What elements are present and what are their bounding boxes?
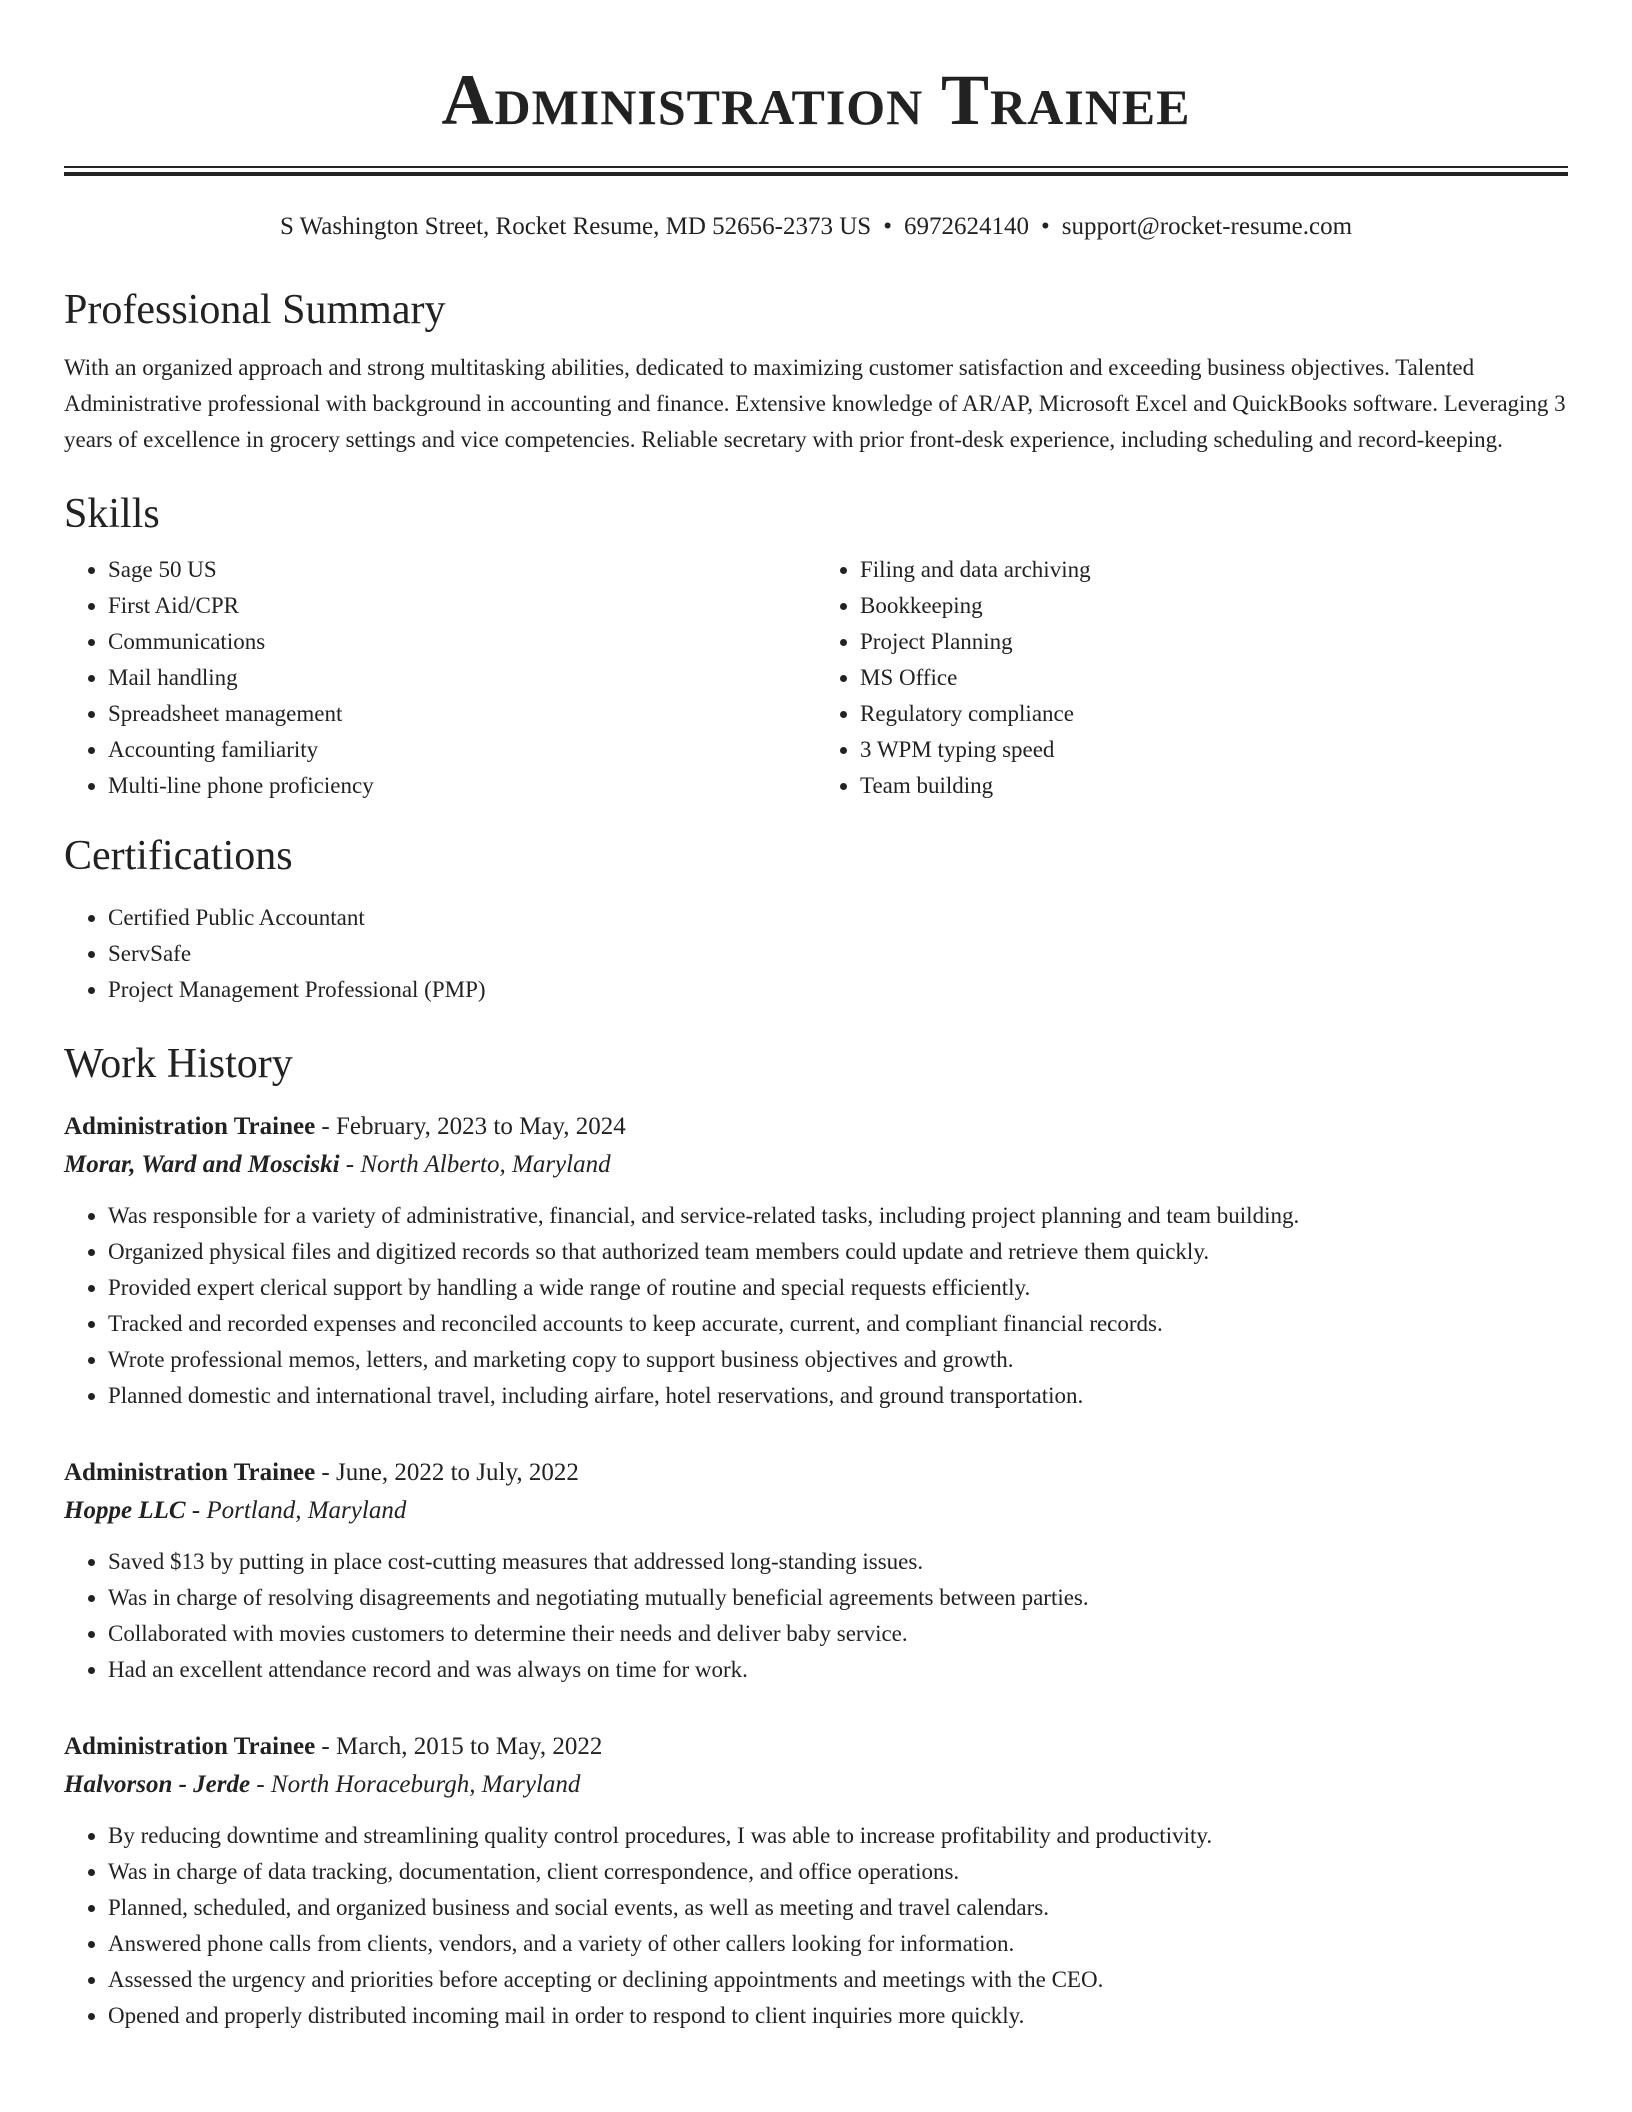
job-title-line [64,1728,1568,1766]
skills-heading: Skills [64,491,160,537]
job-location: - Portland, Maryland [185,1497,407,1524]
skill-item: • First Aid/CPR [108,588,816,624]
skill-item: • Team building [860,768,1568,804]
job-company-line [64,1492,1568,1530]
job-role: Administration Trainee [64,1459,316,1486]
skills-list-right [816,552,1568,804]
contact-separator: • [1040,213,1050,240]
job-entry [64,1108,1568,1414]
certifications-list [64,900,1568,1008]
job-entry [64,1728,1568,2034]
contact-phone: 6972624140 [903,213,1029,240]
job-duties [64,1198,1568,1414]
skill-item: • Multi-line phone proficiency [108,768,816,804]
duty-item: • Collaborated with movies customers to determine their needs and deliver baby service. [108,1616,1568,1652]
contact-address: S Washington Street, Rocket Resume, MD 52656-2373 US [279,213,872,240]
certification-item: • ServSafe [108,936,1568,972]
certification-item: • Project Management Professional (PMP) [108,972,1568,1008]
job-duties [64,1544,1568,1688]
skill-item: • Accounting familiarity [108,732,816,768]
skill-item: • MS Office [860,660,1568,696]
skill-item: • Communications [108,624,816,660]
job-role: Administration Trainee [64,1733,316,1760]
skill-item: • Bookkeeping [860,588,1568,624]
duty-item: • Organized physical files and digitized records so that authorized team members could update and retrieve them quickly. [108,1234,1568,1270]
job-dates: - June, 2022 to July, 2022 [315,1459,579,1486]
duty-item: • Wrote professional memos, letters, and marketing copy to support business objectives and growth. [108,1342,1568,1378]
contact-separator: • [883,213,892,240]
skill-item: • 3 WPM typing speed [860,732,1568,768]
job-company-line [64,1766,1568,1804]
job-duties [64,1818,1568,2034]
skill-item: • Mail handling [108,660,816,696]
certifications-heading: Certifications [64,833,293,879]
job-dates: - March, 2015 to May, 2022 [315,1733,603,1760]
duty-item: • Planned domestic and international travel, including airfare, hotel reservations, and ground transportation. [108,1378,1568,1414]
skill-item: • Spreadsheet management [108,696,816,732]
duty-item: • Saved $13 by putting in place cost-cutting measures that addressed long-standing issues. [108,1544,1568,1580]
job-role: Administration Trainee [64,1113,316,1140]
resume-name: Administration Trainee [441,60,1191,140]
job-location: - North Horaceburgh, Maryland [250,1771,581,1798]
duty-item: • Planned, scheduled, and organized business and social events, as well as meeting and travel calendars. [108,1890,1568,1926]
skills-columns [64,552,1568,804]
job-entry [64,1454,1568,1688]
work-history-heading: Work History [64,1041,293,1087]
skill-item: • Project Planning [860,624,1568,660]
job-company-line [64,1146,1568,1184]
duty-item: • By reducing downtime and streamlining quality control procedures, I was able to increase profitability and productivity. [108,1818,1568,1854]
duty-item: • Answered phone calls from clients, vendors, and a variety of other callers looking for information. [108,1926,1568,1962]
duty-item: • Was in charge of data tracking, documentation, client correspondence, and office operations. [108,1854,1568,1890]
skill-item: • Filing and data archiving [860,552,1568,588]
certification-item: • Certified Public Accountant [108,900,1568,936]
duty-item: • Opened and properly distributed incoming mail in order to respond to client inquiries more quickly. [108,1998,1568,2034]
duty-item: • Was responsible for a variety of administrative, financial, and service-related tasks, including project planning and team building. [108,1198,1568,1234]
job-company: Hoppe LLC [64,1497,186,1524]
job-title-line [64,1454,1568,1492]
summary-heading: Professional Summary [64,287,446,333]
job-company: Halvorson - Jerde [64,1771,251,1798]
job-company: Morar, Ward and Mosciski [64,1151,340,1178]
duty-item: • Provided expert clerical support by handling a wide range of routine and special requests efficiently. [108,1270,1568,1306]
skill-item: • Sage 50 US [108,552,816,588]
skills-list-left [64,552,816,804]
duty-item: • Assessed the urgency and priorities before accepting or declining appointments and meetings with the CEO. [108,1962,1568,1998]
duty-item: • Had an excellent attendance record and was always on time for work. [108,1652,1568,1688]
job-title-line [64,1108,1568,1146]
header-divider [64,166,1568,176]
job-location: - North Alberto, Maryland [339,1151,611,1178]
skill-item: • Regulatory compliance [860,696,1568,732]
duty-item: • Tracked and recorded expenses and reconciled accounts to keep accurate, current, and compliant financial records. [108,1306,1568,1342]
job-dates: - February, 2023 to May, 2024 [315,1113,626,1140]
summary-text: With an organized approach and strong multitasking abilities, dedicated to maximizing customer satisfaction and exceeding business objectives. Talented Administrative professional with background in accounting and finance. Extensive knowledge of AR/AP, Microsoft Excel and QuickBooks software. Leveraging 3 years of excellence in grocery settings and vice competencies. Reliable secretary with prior front-desk experience, including scheduling and record-keeping. [64,355,1566,452]
contact-line [64,210,1568,244]
duty-item: • Was in charge of resolving disagreements and negotiating mutually beneficial agreements between parties. [108,1580,1568,1616]
contact-email: support@rocket-resume.com [1061,213,1353,240]
